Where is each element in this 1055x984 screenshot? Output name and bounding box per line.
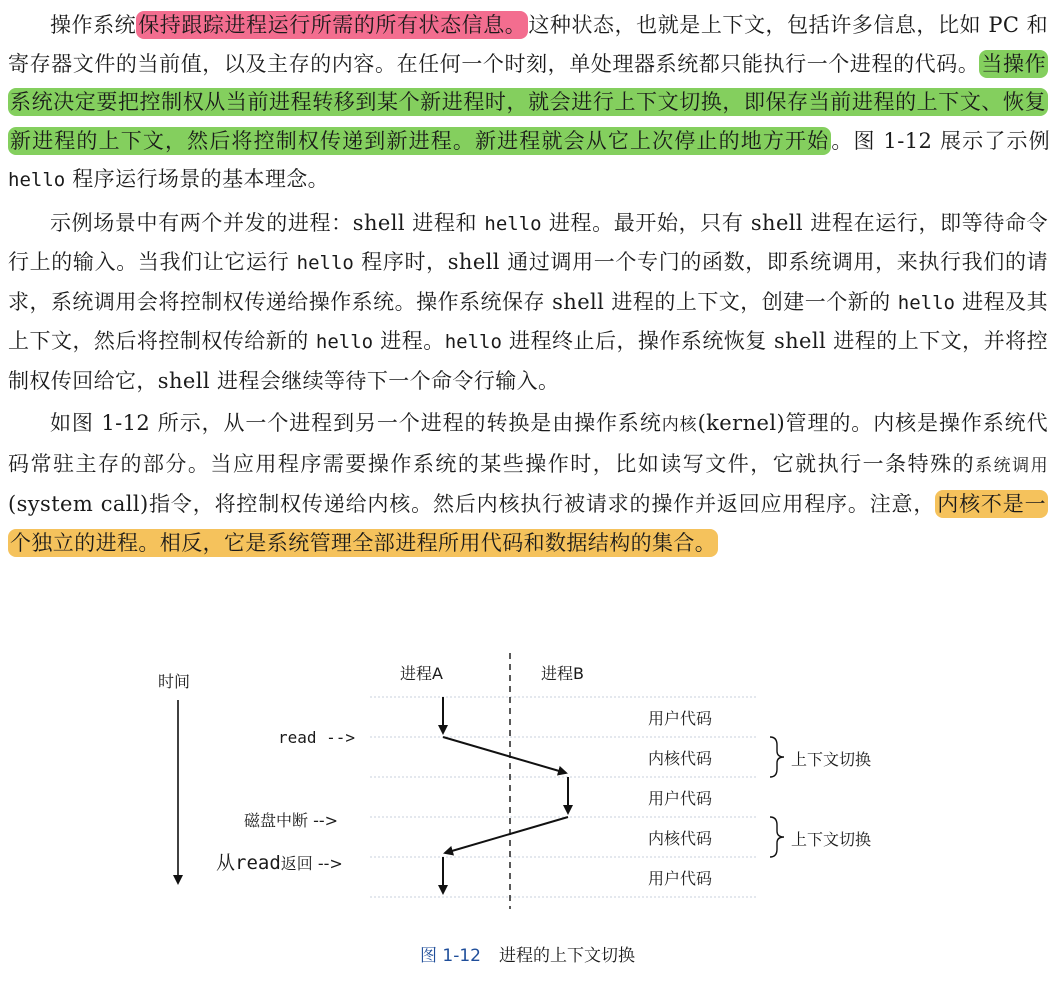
row-kernel-code: 内核代码	[648, 749, 713, 768]
code-hello: hello	[296, 252, 354, 274]
context-switch-figure	[0, 645, 1055, 984]
figure-title: 进程的上下文切换	[499, 946, 635, 966]
event-read: read -->	[278, 728, 356, 747]
term-kernel: 内核	[661, 415, 698, 435]
text-span: (system call)指令，将控制权传递给内核。然后内核执行被请求的操作并返回应用程序。注意，	[8, 492, 936, 516]
highlight-yellow: 内核不是一个独立的进程。相反，它是系统管理全部进程所用代码和数据结构的集合。	[10, 492, 1047, 555]
event-disk-interrupt: 磁盘中断 -->	[244, 811, 339, 830]
text-span: 。图 1-12 展示了示例	[831, 128, 1051, 153]
code-hello: hello	[484, 212, 542, 235]
paragraph-scenario	[8, 204, 1048, 401]
text-span: 如图 1-12 所示，从一个进程到另一个进程的转换是由操作系统	[50, 411, 662, 435]
text-span: (kernel)管理的。内核是操作系统代码常驻主存的部分。当应用程序需要操作系统的某些操作时，比如读写文件，它就执行一条特殊的	[8, 411, 1048, 476]
process-a-label: 进程A	[400, 664, 443, 683]
time-label: 时间	[158, 672, 191, 691]
figure-caption	[0, 941, 1055, 966]
row-user-code: 用户代码	[648, 789, 713, 808]
event-return-from-read	[216, 848, 343, 875]
code-hello: hello	[315, 331, 374, 353]
text-span: 进程。	[373, 329, 445, 353]
context-switch-label-1: 上下文切换	[791, 750, 872, 769]
switch-b-to-a	[445, 817, 568, 853]
text-span: 进程。最开始，只有 shell 进程在运行，即等待命令行上的输入。当我们让它运行	[8, 210, 1048, 274]
term-system-call: 系统调用	[975, 455, 1048, 476]
figure-number: 图 1-12	[420, 946, 481, 966]
row-user-code: 用户代码	[648, 869, 713, 888]
text-span: 进程终止后，操作系统恢复 shell 进程的上下文，并将控制权传回给它，shell 进程会继续等待下一个命令行输入。	[8, 329, 1048, 393]
text-span: 操作系统	[50, 13, 137, 37]
code-hello: hello	[8, 169, 66, 191]
event-return-code: 从read	[216, 852, 281, 874]
highlight-green: 当操作系统决定要把控制权从当前进程转移到某个新进程时，就会进行上下文切换，即保存当前进程的上下文、恢复新进程的上下文，然后将控制权传递到新进程。新进程就会从它上次停止的地方开始	[10, 51, 1046, 153]
context-switch-label-2: 上下文切换	[791, 830, 872, 849]
row-user-code: 用户代码	[648, 709, 713, 728]
text-span: 这种状态，也就是上下文，包括许多信息，比如 PC 和寄存器文件的当前值，以及主存的内容。在任何一个时刻，单处理器系统都只能执行一个进程的代码。	[8, 13, 1048, 76]
process-b-label: 进程B	[541, 664, 584, 683]
context-switch-brace-2	[770, 817, 784, 857]
highlight-pink: 保持跟踪进程运行所需的所有状态信息。	[138, 13, 527, 37]
paragraph-context	[8, 6, 1051, 200]
text-span: 程序时，shell 通过调用一个专门的函数，即系统调用，来执行我们的请求，系统调用会将控制权传递给操作系统。操作系统保存 shell 进程的上下文，创建一个新的	[8, 250, 1048, 314]
text-span: 进程及其上下文，然后将控制权传给新的	[8, 289, 1048, 353]
code-hello: hello	[897, 291, 955, 314]
event-return-text: 返回 -->	[280, 854, 343, 873]
paragraph-kernel	[8, 404, 1048, 562]
body-text	[8, 6, 1051, 566]
context-switch-brace-1	[770, 737, 784, 777]
row-kernel-code: 内核代码	[648, 829, 713, 848]
text-span: 示例场景中有两个并发的进程：shell 进程和	[50, 210, 485, 235]
text-span: 程序运行场景的基本理念。	[65, 167, 330, 191]
switch-a-to-b	[443, 737, 566, 773]
code-hello: hello	[444, 331, 502, 353]
